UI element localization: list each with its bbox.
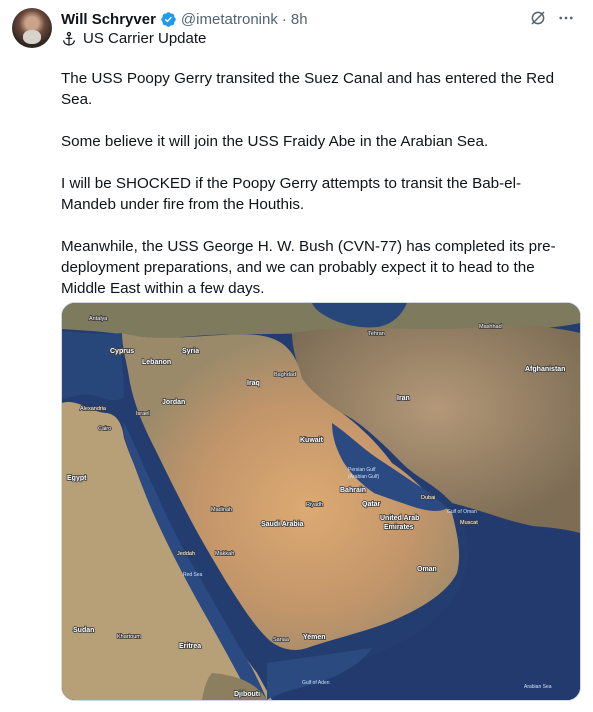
map-label-kuwait: Kuwait: [300, 437, 323, 444]
map-label-qatar: Qatar: [362, 501, 381, 508]
map-label-afghanistan: Afghanistan: [525, 366, 566, 373]
map-label-persian-gulf: Persian Gulf: [348, 467, 376, 473]
map-label-jeddah: Jeddah: [177, 551, 196, 557]
map-label-iraq: Iraq: [247, 380, 260, 387]
map-label-mashhad: Mashhad: [479, 324, 502, 330]
map-label-cyprus: Cyprus: [110, 348, 135, 355]
middle-east-satellite-map: [62, 303, 580, 700]
map-label-gulf-of-aden: Gulf of Aden: [302, 680, 330, 686]
tweet-paragraph-4: Meanwhile, the USS George H. W. Bush (CVN-77) has completed its pre-deployment preparations, and we can probably expect it to head to the Middle East within a few days.: [61, 238, 556, 297]
map-label-khartoum: Khartoum: [117, 634, 141, 640]
map-label-jordan: Jordan: [162, 399, 186, 406]
map-label-djibouti: Djibouti: [234, 691, 261, 698]
verified-badge-icon: [160, 11, 177, 28]
tweet-paragraph-3: I will be SHOCKED if the Poopy Gerry attempts to transit the Bab-el-Mandeb under fire from the Houthis.: [61, 175, 522, 213]
map-label-muscat: Muscat: [460, 520, 478, 526]
map-label-bahrain: Bahrain: [340, 487, 367, 494]
map-label-sanaa: Sanaa: [273, 637, 289, 643]
map-label-tehran: Tehran: [368, 331, 385, 337]
map-label-saudi-arabia: Saudi Arabia: [261, 521, 304, 528]
map-label-red-sea: Red Sea: [183, 572, 203, 578]
avatar[interactable]: [12, 8, 52, 48]
map-label-israel: Israel: [136, 411, 150, 417]
map-label-cairo: Cairo: [98, 426, 112, 432]
more-icon[interactable]: [557, 9, 575, 27]
map-label-yemen: Yemen: [303, 634, 326, 641]
map-label-gulf-of-oman: Gulf of Oman: [447, 509, 477, 515]
map-label-baghdad: Baghdad: [274, 372, 297, 378]
tweet-text: [61, 68, 571, 320]
map-label-uae-1: United Arab: [380, 515, 420, 522]
map-label-lebanon: Lebanon: [142, 359, 172, 366]
author-handle[interactable]: @imetatronink: [180, 10, 278, 28]
map-label-egypt: Egypt: [67, 475, 87, 482]
grok-icon[interactable]: [529, 9, 547, 27]
tweet-actions: [529, 9, 575, 27]
map-label-makkah: Makkah: [215, 551, 235, 557]
map-label-riyadh: Riyadh: [306, 502, 324, 508]
map-label-uae-2: Emirates: [384, 524, 414, 531]
map-label-madinah: Madinah: [211, 507, 233, 513]
map-label-alexandria: Alexandria: [80, 406, 106, 412]
map-label-eritrea: Eritrea: [179, 643, 202, 650]
map-image[interactable]: [61, 302, 581, 701]
anchor-icon: [61, 31, 77, 47]
map-label-oman: Oman: [417, 566, 437, 573]
tweet-paragraph-1: The USS Poopy Gerry transited the Suez Canal and has entered the Red Sea.: [61, 70, 555, 108]
map-label-arabian-sea: Arabian Sea: [524, 684, 552, 690]
tweet-header: [61, 9, 581, 29]
community-name: US Carrier Update: [83, 30, 207, 47]
author-name[interactable]: Will Schryver: [61, 10, 156, 28]
tweet-paragraph-2: Some believe it will join the USS Fraidy Abe in the Arabian Sea.: [61, 133, 489, 150]
timestamp[interactable]: 8h: [290, 10, 308, 28]
map-label-dubai: Dubai: [421, 495, 436, 501]
map-label-iran: Iran: [397, 395, 410, 402]
map-label-syria: Syria: [182, 348, 200, 355]
map-label-sudan: Sudan: [73, 627, 95, 634]
map-label-persian-gulf-alt: (Arabian Gulf): [348, 474, 380, 480]
map-label-antalya: Antalya: [89, 316, 108, 322]
community-label[interactable]: [61, 30, 206, 47]
separator-dot: ·: [281, 10, 287, 28]
